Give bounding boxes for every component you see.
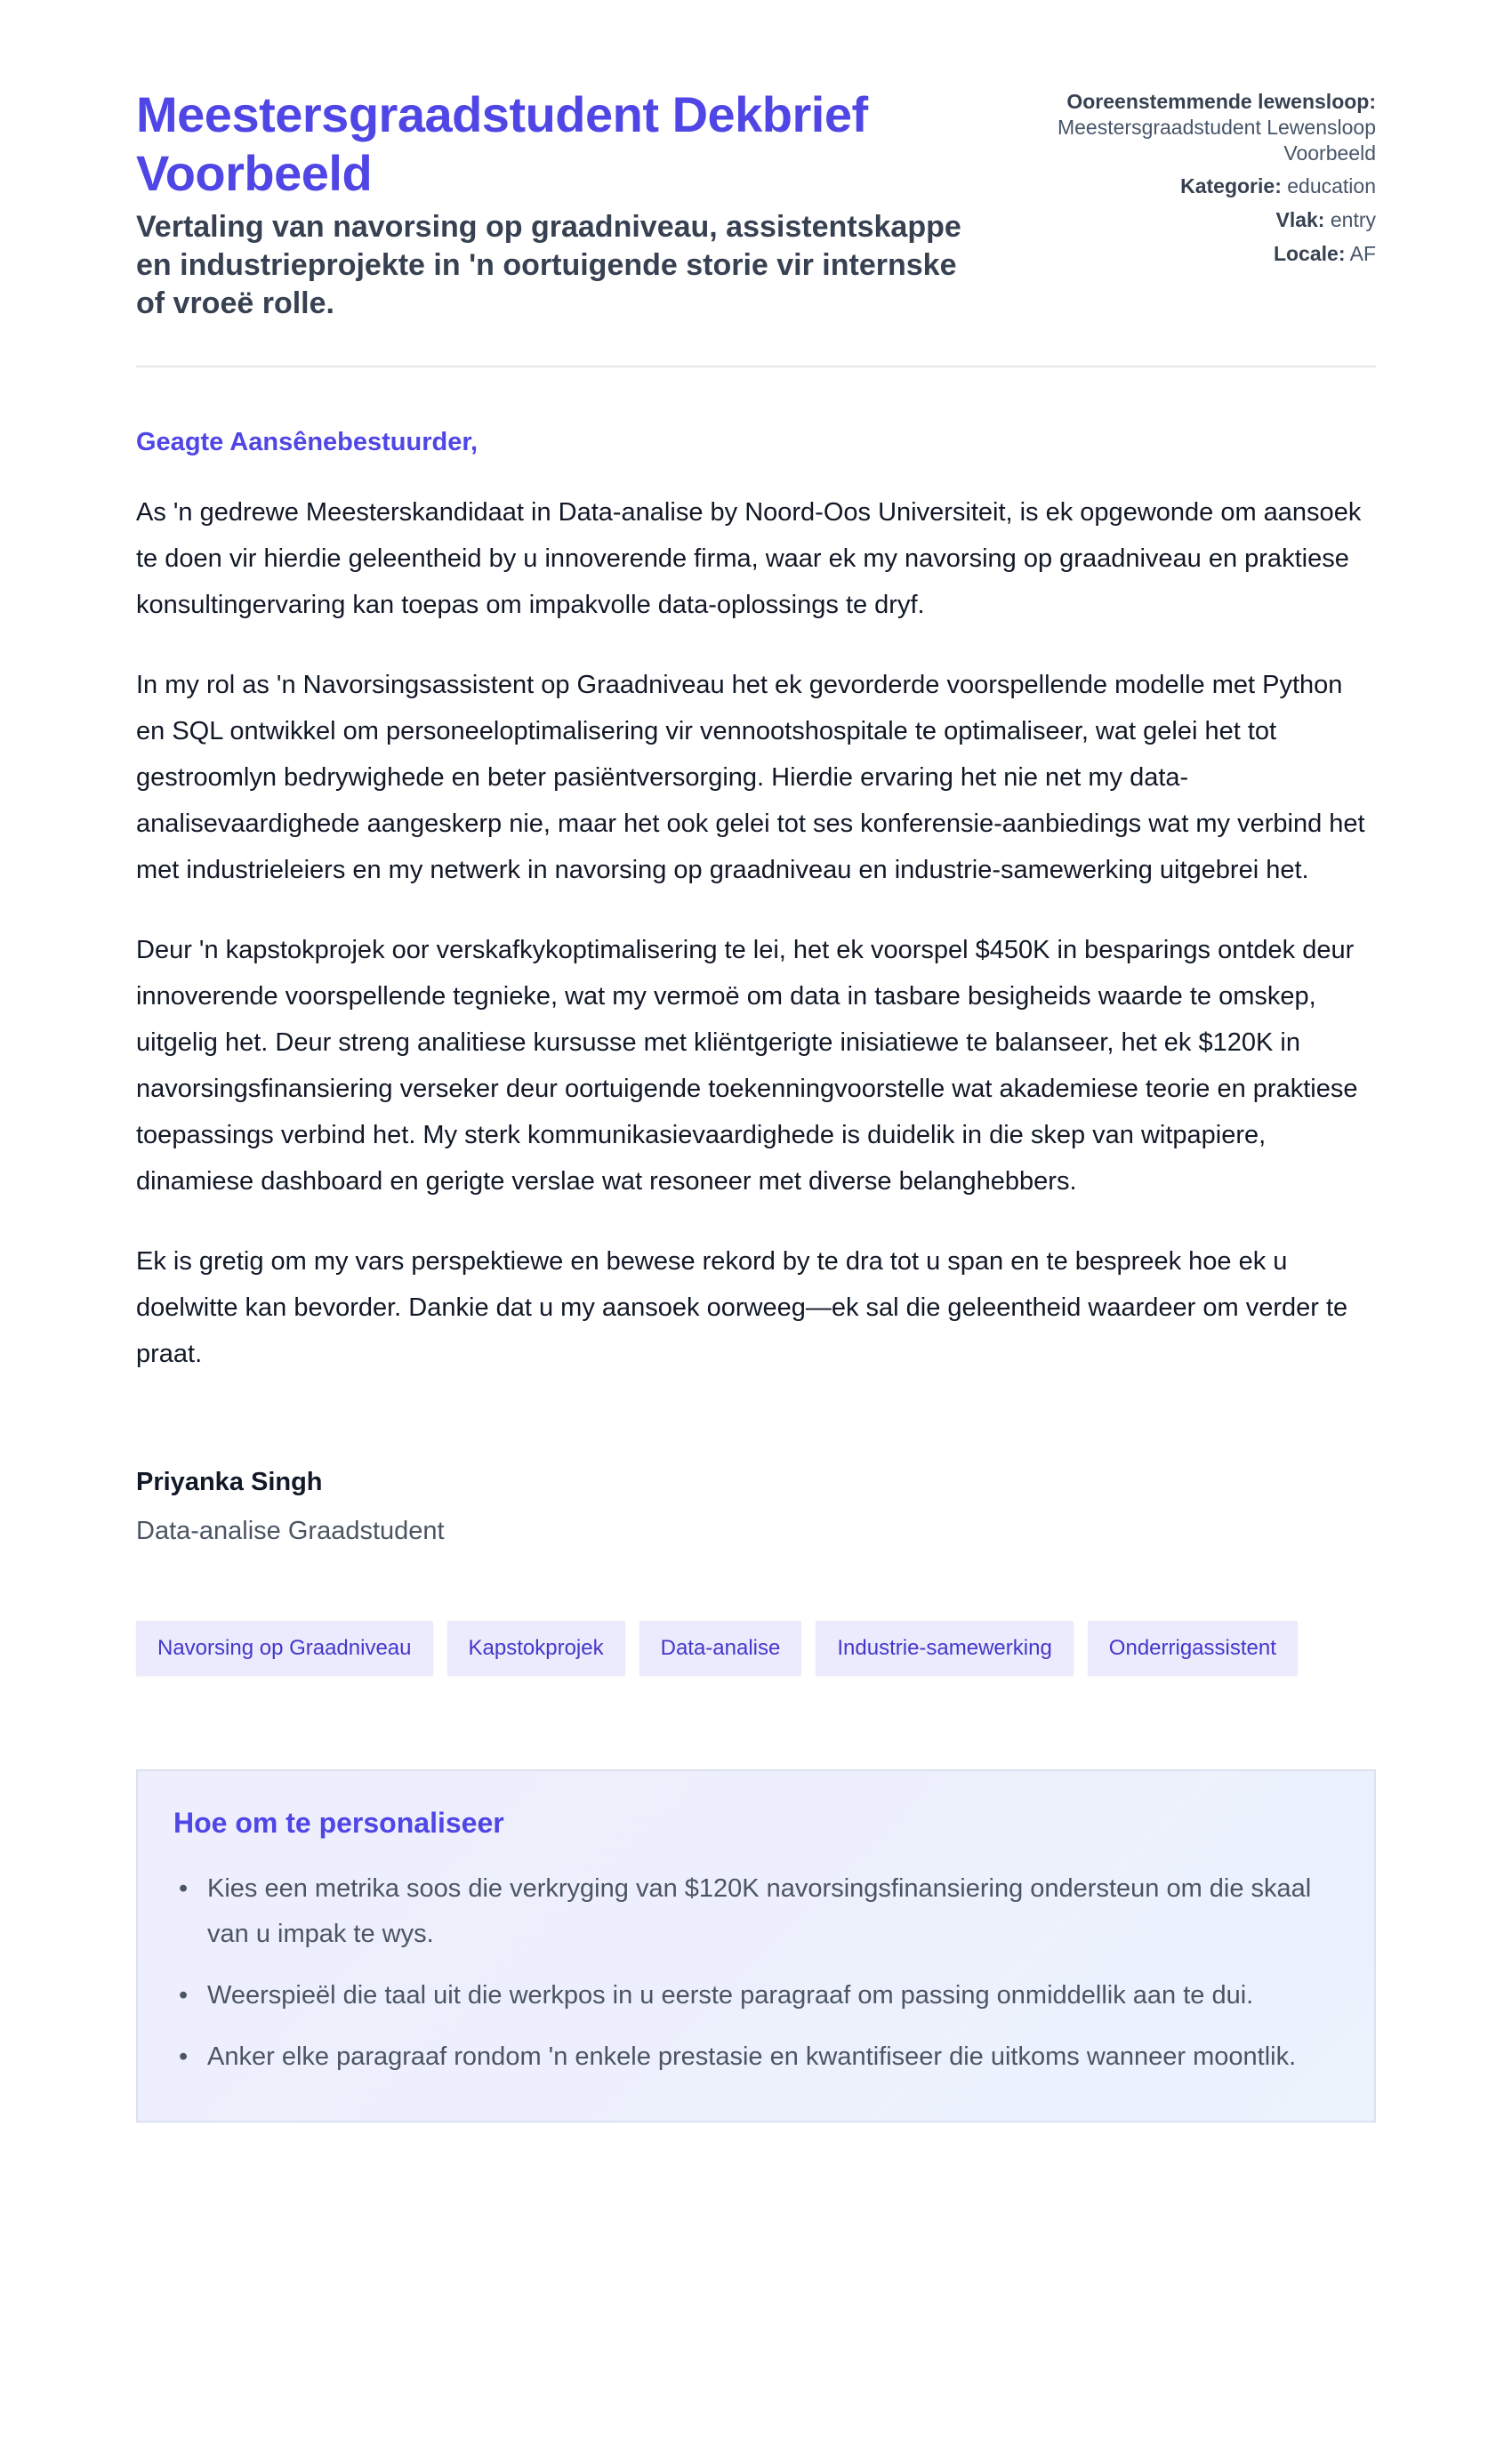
- tip-item: [173, 1866, 1339, 1957]
- tag-chip[interactable]: Data-analise: [639, 1621, 802, 1676]
- meta-category: [1002, 173, 1376, 199]
- personalization-tips-box: [136, 1769, 1376, 2123]
- signature-name: Priyanka Singh: [136, 1468, 323, 1496]
- meta-panel: [1002, 85, 1376, 275]
- letter-paragraph: Deur 'n kapstokprojek oor verskafkykoptimalisering te lei, het ek voorspel $450K in besparings ontdek deur innoverende voorspellende tegnieke, wat my vermoë om data in tasbare besigheids waarde te omskep, uitgelig het. Deur streng analitiese kursusse met kliëntgerigte inisiatiewe te balanseer, het ek $120K in navorsingsfinansiering verseker deur oortuigende toekenningvoorstelle wat akademiese teorie en praktiese toepassings verbind het. My sterk kommunikasievaardighede is duidelik in die skep van witpapiere, dinamiese dashboard en gerigte verslae wat resoneer met diverse belanghebbers.: [136, 936, 1358, 1196]
- meta-matching-resume-link[interactable]: Meestersgraadstudent Lewensloop Voorbeeld: [1057, 116, 1376, 165]
- page-header: [136, 85, 1376, 367]
- meta-locale-value: AF: [1349, 242, 1376, 265]
- tip-text: Weerspieël die taal uit die werkpos in u eerste paragraaf om passing onmiddellik aan te dui.: [207, 1981, 1254, 2010]
- bullet-icon: •: [179, 1981, 189, 2010]
- tip-item: [173, 2034, 1339, 2080]
- meta-matching-resume: [1002, 89, 1376, 166]
- meta-locale-label: Locale:: [1273, 242, 1346, 265]
- letter-paragraph: As 'n gedrewe Meesterskandidaat in Data-analise by Noord-Oos Universiteit, is ek opgewonde om aansoek te doen vir hierdie geleentheid by u innoverende firma, waar ek my navorsing op graadniveau en praktiese konsultingervaring kan toepas om impakvolle data-oplossings te dryf.: [136, 498, 1362, 619]
- tag-chip[interactable]: Onderrigassistent: [1088, 1621, 1298, 1676]
- signature-role: Data-analise Graadstudent: [136, 1517, 445, 1545]
- letter-paragraph: In my rol as 'n Navorsingsassistent op Graadniveau het ek gevorderde voorspellende modelle met Python en SQL ontwikkel om personeeloptimalisering vir vennootshospitale te optimaliseer, wat gelei het tot gestroomlyn bedrywighede en beter pasiëntversorging. Hierdie ervaring het nie net my data-analisevaardighede aangeskerp nie, maar het ook gelei tot ses konferensie-aanbiedings wat my verbind het met industrieleiers en my netwerk in navorsing op graadniveau en industrie-samewerking uitgebrei het.: [136, 671, 1365, 884]
- tip-item: [173, 1973, 1339, 2018]
- tag-chip[interactable]: Industrie-samewerking: [816, 1621, 1073, 1676]
- meta-locale: [1002, 241, 1376, 267]
- meta-level-label: Vlak:: [1275, 208, 1325, 231]
- tag-chip[interactable]: Kapstokprojek: [447, 1621, 625, 1676]
- page-subtitle: Vertaling van navorsing op graadniveau, assistentskappe en industrieprojekte in 'n oortuigende storie vir internske of vroeë rolle.: [136, 210, 961, 320]
- meta-matching-resume-label: Ooreenstemmende lewensloop:: [1066, 90, 1376, 113]
- signature-block: [136, 1468, 1376, 1546]
- letter-greeting: Geagte Aansênebestuurder,: [136, 428, 479, 456]
- tips-list: [173, 1866, 1339, 2080]
- letter-body: [136, 428, 1376, 1546]
- header-titles: [136, 85, 990, 323]
- meta-level: [1002, 207, 1376, 233]
- meta-level-value: entry: [1330, 208, 1376, 231]
- bullet-icon: •: [179, 2042, 189, 2071]
- tag-list: [136, 1621, 1376, 1676]
- tips-title: Hoe om te personaliseer: [173, 1807, 504, 1839]
- meta-category-label: Kategorie:: [1180, 174, 1282, 197]
- page-title: Meestersgraadstudent Dekbrief Voorbeeld: [136, 86, 868, 201]
- tip-text: Anker elke paragraaf rondom 'n enkele prestasie en kwantifiseer die uitkoms wanneer moontlik.: [207, 2042, 1297, 2071]
- meta-category-value: education: [1287, 174, 1376, 197]
- tag-chip[interactable]: Navorsing op Graadniveau: [136, 1621, 433, 1676]
- bullet-icon: •: [179, 1874, 189, 1903]
- tip-text: Kies een metrika soos die verkryging van $120K navorsingsfinansiering ondersteun om die skaal van u impak te wys.: [207, 1874, 1312, 1948]
- letter-paragraph: Ek is gretig om my vars perspektiewe en bewese rekord by te dra tot u span en te bespreek hoe ek u doelwitte kan bevorder. Dankie dat u my aansoek oorweeg—ek sal die geleentheid waardeer om verder te praat.: [136, 1247, 1348, 1368]
